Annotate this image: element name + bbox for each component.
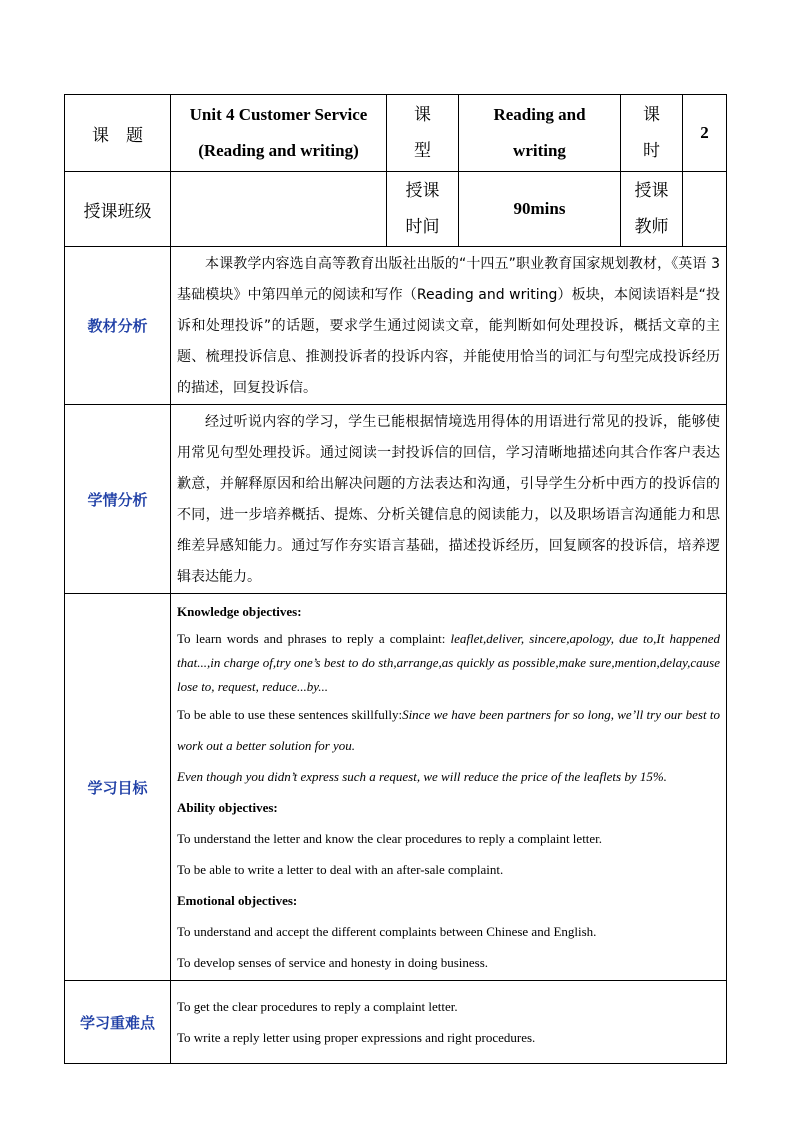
sentence-1: Since we have been partners for so long, we’ll try our best to work out a better solution for you. [177,707,720,753]
teaching-time-label [387,172,459,247]
knowledge-sentences [177,699,720,761]
key-point-2: To write a reply letter using proper expressions and right procedures. [177,1030,536,1045]
teacher-value [683,172,727,247]
lesson-type-label-1: 课 [414,105,431,125]
class-hours-label [621,95,683,172]
topic-label: 课 题 [65,95,171,172]
topic-line-2: (Reading and writing) [198,141,359,160]
words-list: leaflet,deliver, sincere,apology, due to,It happened that...,in charge of,try one’s best to do sth,arrange,as quickly as possible,make sure,mention,delay,cause lose to, request, reduce...by... [177,631,720,694]
header-row-topic [65,95,727,172]
lesson-type-label [387,95,459,172]
objectives-label: 学习目标 [65,594,171,981]
lesson-type-value-1: Reading and [493,105,586,124]
key-points-cell [171,981,727,1064]
emotional-heading: Emotional objectives: [177,893,298,908]
lesson-type-label-2: 型 [414,141,431,161]
ability-1: To understand the letter and know the clear procedures to reply a complaint letter. [177,831,603,846]
knowledge-sentence-2 [177,761,720,792]
objectives-cell [171,594,727,981]
header-row-class [65,172,727,247]
class-value [171,172,387,247]
key-point-1: To get the clear procedures to reply a complaint letter. [177,999,458,1014]
knowledge-heading: Knowledge objectives: [177,604,302,619]
topic-value [171,95,387,172]
topic-line-1: Unit 4 Customer Service [189,105,368,124]
class-label: 授课班级 [65,172,171,247]
teaching-time-value: 90mins [459,172,621,247]
teacher-label-1: 授课 [634,181,669,201]
class-hours-value: 2 [683,95,727,172]
lesson-plan-table [64,94,727,1064]
sentences-intro: To be able to use these sentences skillfully: [177,707,403,722]
student-analysis-text: 经过听说内容的学习，学生已能根据情境选用得体的用语进行常见的投诉，能够使用常见句型处理投诉。通过阅读一封投诉信的回信，学习清晰地描述向其合作客户表达歉意，并解释原因和给出解决问题的方法表达和沟通，引导学生分析中西方的投诉信的不同，进一步培养概括、提炼、分析关键信息的阅读能力，以及职场语言沟通能力和思维差异感知能力。通过写作夯实语言基础，描述投诉经历，回复顾客的投诉信，培养逻辑表达能力。 [177,414,720,585]
teacher-label [621,172,683,247]
lesson-type-value [459,95,621,172]
student-analysis-cell [171,405,727,594]
teacher-label-2: 教师 [634,217,669,237]
class-hours-label-2: 时 [643,141,660,161]
textbook-analysis-row [65,247,727,405]
teaching-time-label-2: 时间 [405,217,440,237]
ability-heading: Ability objectives: [177,800,278,815]
sentence-2: Even though you didn’t express such a request, we will reduce the price of the leaflets by 15%. [177,769,667,784]
words-intro: To learn words and phrases to reply a complaint: [177,631,451,646]
lesson-type-value-2: writing [513,141,566,160]
emotional-2: To develop senses of service and honesty in doing business. [177,955,489,970]
textbook-analysis-text: 本课教学内容选自高等教育出版社出版的“十四五”职业教育国家规划教材，《英语 3 基础模块》中第四单元的阅读和写作（Reading and writing）板块，本阅读语料是“投诉和处理投诉”的话题，要求学生通过阅读文章，能判断如何处理投诉，概括文章的主题、梳理投诉信息、推测投诉者的投诉内容，并能使用恰当的词汇与句型完成投诉经历的描述，回复投诉信。 [177,256,720,396]
ability-2: To be able to write a letter to deal with an after-sale complaint. [177,862,504,877]
class-hours-label-1: 课 [643,105,660,125]
textbook-analysis-label: 教材分析 [65,247,171,405]
key-points-label: 学习重难点 [65,981,171,1064]
key-points-row [65,981,727,1064]
student-analysis-label: 学情分析 [65,405,171,594]
objectives-row [65,594,727,981]
student-analysis-row [65,405,727,594]
emotional-1: To understand and accept the different complaints between Chinese and English. [177,924,597,939]
textbook-analysis-cell [171,247,727,405]
teaching-time-label-1: 授课 [405,181,440,201]
knowledge-words [177,627,720,699]
